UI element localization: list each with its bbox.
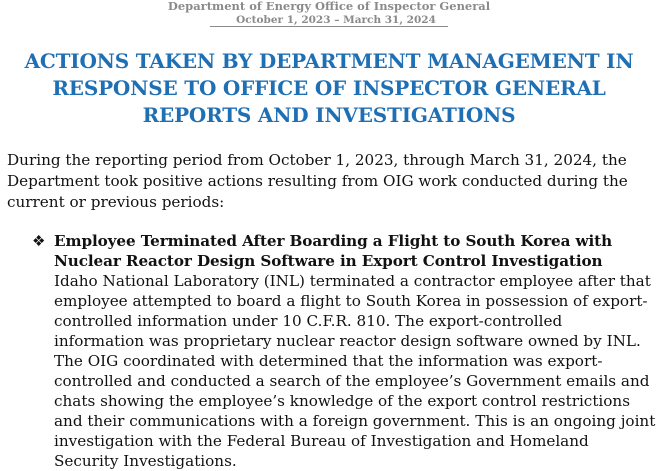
list-item-body: Idaho National Laboratory (INL) terminated a contractor employee after that employee attempted to board a flight to South Korea in possession of export-controlled information under 10 C.F.R. 810. The export-controlled information was proprietary nuclear reactor design software owned by INL. The OIG coordinated with determined that the information was export-controlled and conducted a search of the employee’s Government emails and chats showing the employee’s knowledge of the export control restrictions and their communications with a foreign government. This is an ongoing joint investigation with the Federal Bureau of Investigation and Homeland Security Investigations. — [54, 272, 656, 470]
list-item-heading: Employee Terminated After Boarding a Flight to South Korea with Nuclear Reactor Design Software in Export Control Investigation — [54, 232, 613, 270]
diamond-bullet-icon: ❖ — [32, 232, 46, 250]
section-title: ACTIONS TAKEN BY DEPARTMENT MANAGEMENT IN RESPONSE TO OFFICE OF INSPECTOR GENERAL REPORTS AND INVESTIGATIONS — [24, 49, 634, 127]
page-header — [0, 0, 658, 27]
header-agency: Department of Energy Office of Inspector General — [167, 0, 491, 13]
intro-paragraph: During the reporting period from October 1, 2023, through March 31, 2024, the Department took positive actions resulting from OIG work conducted during the current or previous periods: — [7, 151, 628, 211]
list-item-content — [54, 231, 656, 471]
header-period: October 1, 2023 – March 31, 2024 — [210, 14, 448, 27]
